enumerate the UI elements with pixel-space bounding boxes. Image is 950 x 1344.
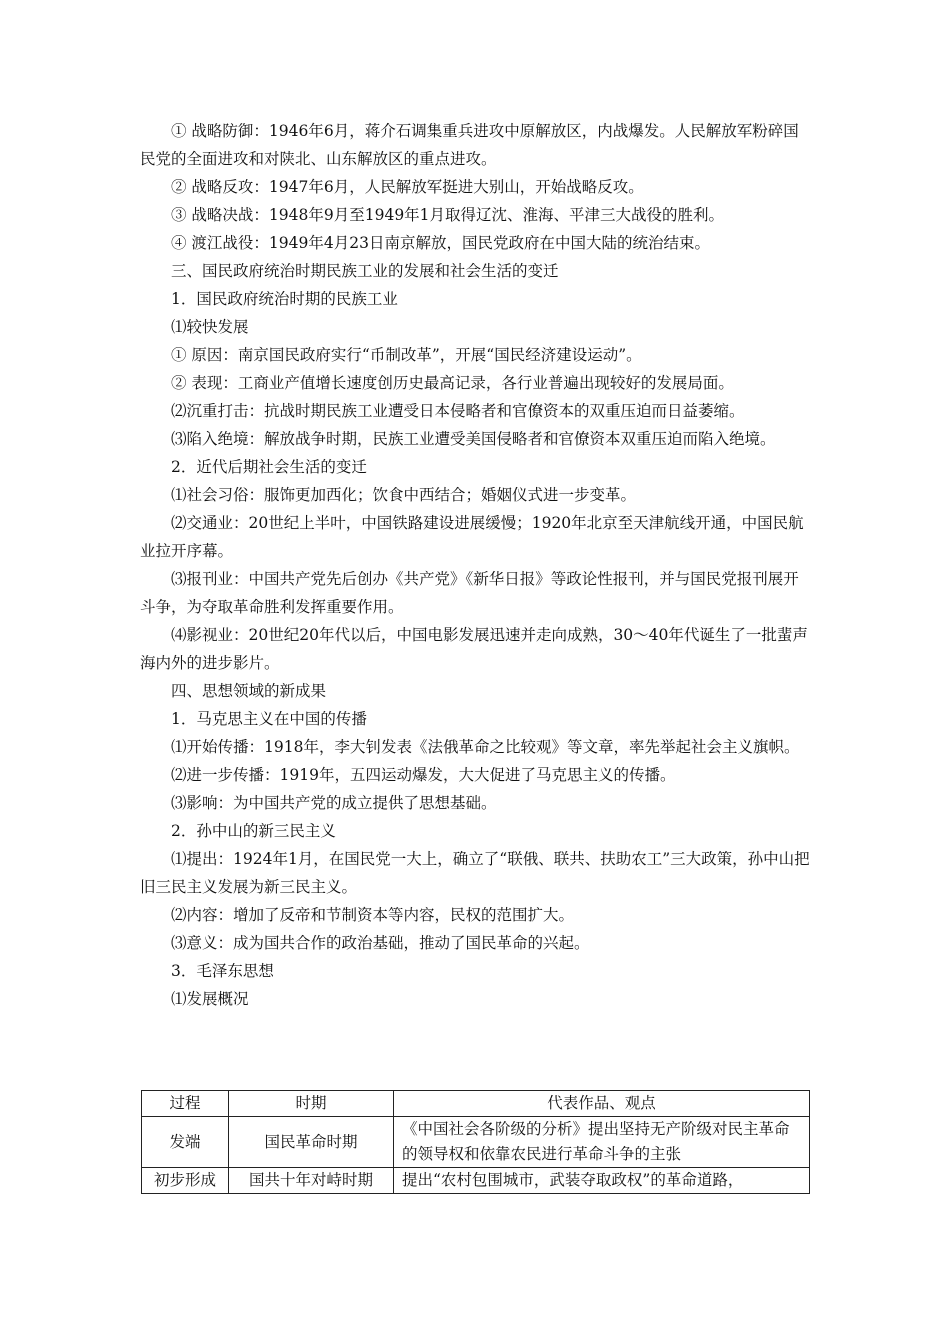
subsection-heading: 2．近代后期社会生活的变迁 [171,458,367,476]
paragraph: ⑶意义：成为国共合作的政治基础，推动了国民革命的兴起。 [171,934,590,952]
table-header-row [142,1091,810,1117]
paragraph: ⑴社会习俗：服饰更加西化；饮食中西结合；婚姻仪式进一步变革。 [171,486,637,504]
document-body [140,117,810,1013]
paragraph: ③ 战略决战：1948年9月至1949年1月取得辽沈、淮海、平津三大战役的胜利。 [171,206,725,224]
table-header-cell: 时期 [229,1091,394,1117]
paragraph: ⑴提出：1924年1月，在国民党一大上，确立了“联俄、联共、扶助农工”三大政策，孙中山把旧三民主义发展为新三民主义。 [140,850,810,896]
table-row [142,1117,810,1168]
table-cell: 初步形成 [142,1168,229,1194]
paragraph: ⑵沉重打击：抗战时期民族工业遭受日本侵略者和官僚资本的双重压迫而日益萎缩。 [171,402,745,420]
paragraph: ② 表现：工商业产值增长速度创历史最高记录，各行业普遍出现较好的发展局面。 [171,374,734,392]
paragraph: ① 原因：南京国民政府实行“币制改革”，开展“国民经济建设运动”。 [171,346,642,364]
table-row [142,1168,810,1194]
paragraph: ⑶陷入绝境：解放战争时期，民族工业遭受美国侵略者和官僚资本双重压迫而陷入绝境。 [171,430,776,448]
table-cell: 提出“农村包围城市，武装夺取政权”的革命道路， [394,1168,810,1194]
paragraph: ⑴开始传播：1918年，李大钊发表《法俄革命之比较观》等文章，率先举起社会主义旗帜。 [171,738,800,756]
paragraph: ⑶报刊业：中国共产党先后创办《共产党》《新华日报》等政论性报刊，并与国民党报刊展开斗争，为夺取革命胜利发挥重要作用。 [140,570,799,616]
paragraph: ⑷影视业：20世纪20年代以后，中国电影发展迅速并走向成熟，30～40年代诞生了一批蜚声海内外的进步影片。 [140,626,808,672]
section-heading: 三、国民政府统治时期民族工业的发展和社会生活的变迁 [171,262,559,280]
table-cell: 发端 [142,1117,229,1168]
paragraph: ⑶影响：为中国共产党的成立提供了思想基础。 [171,794,497,812]
table-header-cell: 过程 [142,1091,229,1117]
section-heading: 四、思想领域的新成果 [171,682,327,700]
paragraph: ① 战略防御：1946年6月，蒋介石调集重兵进攻中原解放区，内战爆发。人民解放军粉碎国民党的全面进攻和对陕北、山东解放区的重点进攻。 [140,122,799,168]
table-header-cell: 代表作品、观点 [394,1091,810,1117]
paragraph: ⑵内容：增加了反帝和节制资本等内容，民权的范围扩大。 [171,906,575,924]
table-cell: 国民革命时期 [229,1117,394,1168]
subsection-heading: 1．国民政府统治时期的民族工业 [171,290,398,308]
paragraph: ② 战略反攻：1947年6月，人民解放军挺进大别山，开始战略反攻。 [171,178,644,196]
paragraph: ④ 渡江战役：1949年4月23日南京解放，国民党政府在中国大陆的统治结束。 [171,234,710,252]
subsection-heading: 3．毛泽东思想 [171,962,274,980]
subsection-heading: 1．马克思主义在中国的传播 [171,710,367,728]
subsection-heading: 2．孙中山的新三民主义 [171,822,336,840]
paragraph: ⑵交通业：20世纪上半叶，中国铁路建设进展缓慢；1920年北京至天津航线开通，中国民航业拉开序幕。 [140,514,804,560]
paragraph: ⑵进一步传播：1919年，五四运动爆发，大大促进了马克思主义的传播。 [171,766,676,784]
mao-thought-table [141,1090,810,1194]
paragraph: ⑴发展概况 [171,990,249,1008]
paragraph: ⑴较快发展 [171,318,249,336]
table-cell: 《中国社会各阶级的分析》提出坚持无产阶级对民主革命的领导权和依靠农民进行革命斗争的主张 [394,1117,810,1168]
table-cell: 国共十年对峙时期 [229,1168,394,1194]
